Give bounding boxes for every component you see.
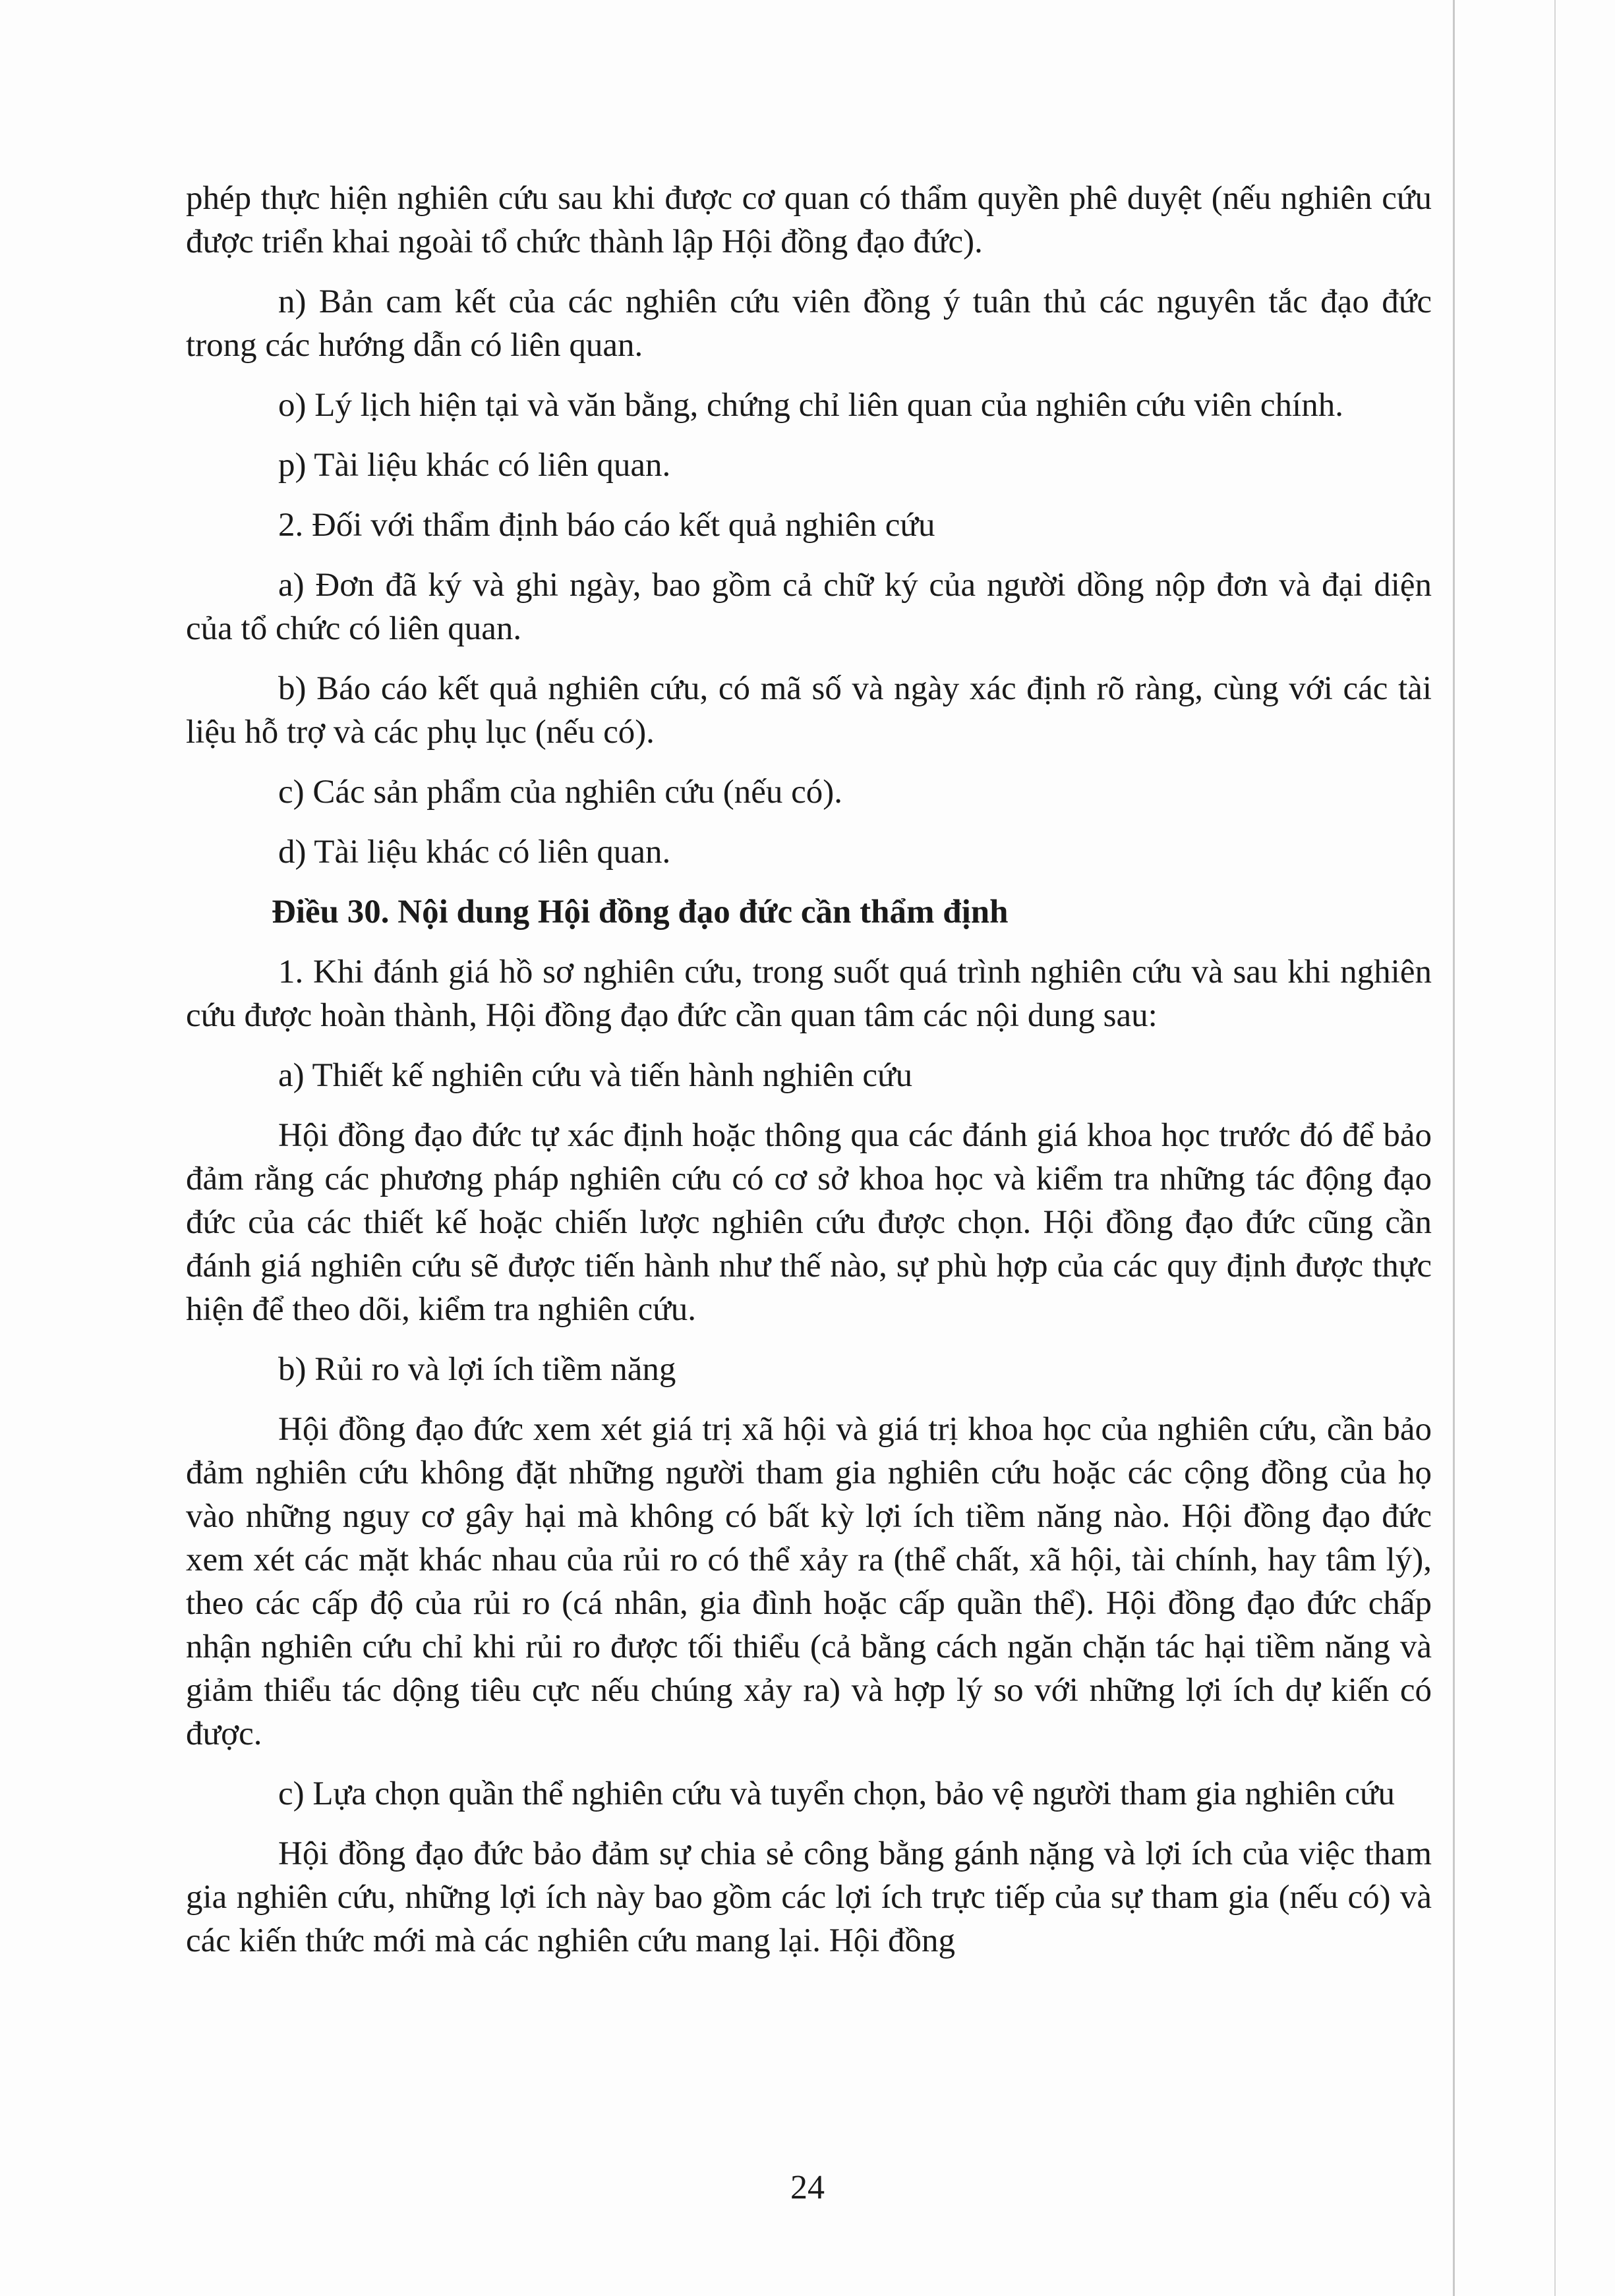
- list-item-a: a) Đơn đã ký và ghi ngày, bao gồm cả chữ ký của người dồng nộp đơn và đại diện của tổ chức có liên quan.: [186, 567, 1432, 647]
- clause-1: 1. Khi đánh giá hồ sơ nghiên cứu, trong suốt quá trình nghiên cứu và sau khi nghiên cứu được hoàn thành, Hội đồng đạo đức cần quan tâm các nội dung sau:: [186, 954, 1432, 1034]
- list-item-o: o) Lý lịch hiện tại và văn bằng, chứng chỉ liên quan của nghiên cứu viên chính.: [278, 387, 1343, 424]
- list-item-n: n) Bản cam kết của các nghiên cứu viên đồng ý tuân thủ các nguyên tắc đạo đức trong các hướng dẫn có liên quan.: [186, 283, 1432, 364]
- list-item-p: p) Tài liệu khác có liên quan.: [278, 447, 671, 484]
- section-2-title: 2. Đối với thẩm định báo cáo kết quả nghiên cứu: [278, 507, 935, 544]
- margin-rule: [1453, 0, 1455, 2296]
- page-number: 24: [790, 2169, 825, 2206]
- list-item-d: d) Tài liệu khác có liên quan.: [278, 834, 671, 871]
- page-body: [186, 177, 1432, 1979]
- article-30-heading: Điều 30. Nội dung Hội đồng đạo đức cần thẩm định: [272, 894, 1009, 931]
- clause-1-item-b: b) Rủi ro và lợi ích tiềm năng: [278, 1351, 676, 1388]
- list-item-c: c) Các sản phẩm của nghiên cứu (nếu có).: [278, 774, 843, 811]
- list-item-b: b) Báo cáo kết quả nghiên cứu, có mã số và ngày xác định rõ ràng, cùng với các tài liệu hỗ trợ và các phụ lục (nếu có).: [186, 670, 1432, 751]
- paragraph-continuation: phép thực hiện nghiên cứu sau khi được cơ quan có thẩm quyền phê duyệt (nếu nghiên cứu được triển khai ngoài tổ chức thành lập Hội đồng đạo đức).: [186, 180, 1432, 260]
- clause-1-item-a: a) Thiết kế nghiên cứu và tiến hành nghiên cứu: [278, 1057, 913, 1094]
- clause-1-item-c: c) Lựa chọn quần thể nghiên cứu và tuyển chọn, bảo vệ người tham gia nghiên cứu: [278, 1775, 1395, 1812]
- clause-1-item-c-body: Hội đồng đạo đức bảo đảm sự chia sẻ công bằng gánh nặng và lợi ích của việc tham gia nghiên cứu, những lợi ích này bao gồm các lợi ích trực tiếp của sự tham gia (nếu có) và các kiến thức mới mà các nghiên cứu mang lại. Hội đồng: [186, 1835, 1432, 1959]
- margin-rule-outer: [1554, 0, 1556, 2296]
- clause-1-item-a-body: Hội đồng đạo đức tự xác định hoặc thông qua các đánh giá khoa học trước đó để bảo đảm rằng các phương pháp nghiên cứu có cơ sở khoa học và kiểm tra những tác động đạo đức của các thiết kế hoặc chiến lược nghiên cứu được chọn. Hội đồng đạo đức cũng cần đánh giá nghiên cứu sẽ được tiến hành như thế nào, sự phù hợp của các quy định được thực hiện để theo dõi, kiểm tra nghiên cứu.: [186, 1117, 1432, 1328]
- clause-1-item-b-body: Hội đồng đạo đức xem xét giá trị xã hội và giá trị khoa học của nghiên cứu, cần bảo đảm nghiên cứu không đặt những người tham gia nghiên cứu hoặc các cộng đồng của họ vào những nguy cơ gây hại mà không có bất kỳ lợi ích tiềm năng nào. Hội đồng đạo đức xem xét các mặt khác nhau của rủi ro có thể xảy ra (thể chất, xã hội, tài chính, hay tâm lý), theo các cấp độ của rủi ro (cá nhân, gia đình hoặc cấp quần thể). Hội đồng đạo đức chấp nhận nghiên cứu chỉ khi rủi ro được tối thiểu (cả bằng cách ngăn chặn tác hại tiềm năng và giảm thiểu tác dộng tiêu cực nếu chúng xảy ra) và hợp lý so với những lợi ích dự kiến có được.: [186, 1411, 1432, 1752]
